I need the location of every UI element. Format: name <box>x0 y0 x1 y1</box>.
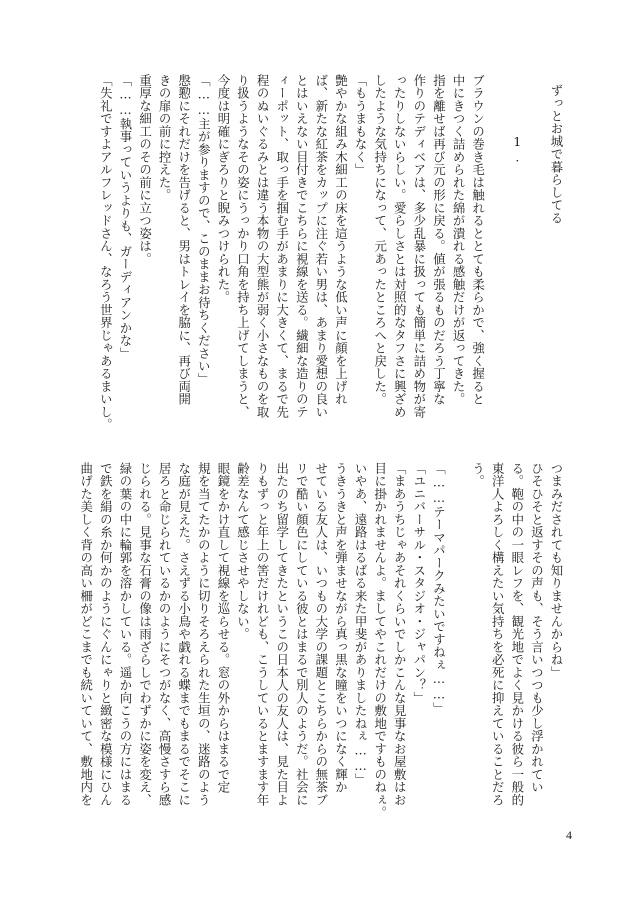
text-line: な庭が見えた。さえずる小鳥や戯れる蝶までもまるでそこに <box>176 462 192 807</box>
chapter-heading: 1. <box>509 134 525 165</box>
text-line: 齢差なんて感じさせやしない。 <box>235 462 251 641</box>
text-line: 「まあうちじゃあそれくらいでしかこんな見事なお屋敷はお <box>392 462 408 807</box>
text-line: 重厚な細工のその前に立つ姿は。 <box>137 74 153 266</box>
page-number: 4 <box>566 828 572 842</box>
text-line: ば、新たな紅茶をカップに注ぐ若い男は、あまり愛想の良い <box>313 74 329 419</box>
text-line: 東洋人よろしく構えたい気持ちを必死に抑えていることだろ <box>490 462 506 807</box>
text-line: うきうきと声を弾ませながら真っ黒な瞳をいつになく輝か <box>333 462 349 794</box>
blank-column <box>527 74 547 444</box>
text-line: 規を当てたかのように切りそろえられた生垣の、迷路のよう <box>196 462 212 807</box>
text-line: 出たのち留学してきたというこの日本人の友人は、見た目よ <box>274 462 290 807</box>
text-line: う。 <box>470 462 486 488</box>
text-line: る。鞄の中の一眼レフを、観光地でよく見かける彼ら一般的 <box>509 462 525 807</box>
text-line: つまみだされても知りませんからね」 <box>549 462 564 679</box>
text-line: ィーポット、取っ手を掴む手があまりに大きくて、まるで先 <box>274 74 290 419</box>
text-line: 慇懃にそれだけを告げると、男はトレイを脇に、再び両開 <box>176 74 192 406</box>
text-line: 艶やかな組み木細工の床を這うような低い声に顔を上げれ <box>333 74 349 406</box>
document-title: ずっとお城で暮らしてる <box>549 84 564 225</box>
text-line: で鉄を絹の糸か何かのようにぐんにゃりと緻密な模様にひん <box>98 462 114 807</box>
text-line: いやあ、遠路はるばる来た甲斐がありましたねぇ……」 <box>353 462 369 786</box>
text-line: 今度は明確にぎろりと睨みつけられた。 <box>215 74 231 304</box>
text-line: 「もうまもなく」 <box>353 74 369 176</box>
upper-text-block <box>96 74 566 444</box>
text-line: ブラウンの巻き毛は触れるととても柔らかで、強く握ると <box>470 74 486 406</box>
text-line: 曲げた美しく背の高い柵がどこまでも続いていて、敷地内を <box>78 462 94 807</box>
text-line: リで酷い顔色にしている彼とはまるで別人のようだ。社会に <box>294 462 310 807</box>
text-line: 緑の葉の中に輪郭を溶かしている。遥か向こうの方にはまる <box>117 462 133 807</box>
text-line: ったりしないらしい。愛らしさとは対照的なタフさに興ざめ <box>392 74 408 419</box>
text-line: 「……執事っていうよりも、ガーディアンかな」 <box>117 74 133 360</box>
text-line: 程のぬいぐるみとは違う本物の大型熊が弱く小さなものを取 <box>255 74 271 419</box>
text-line: きの扉の前に控えた。 <box>157 74 173 202</box>
text-line: りもずっと年上の筈だけれども、こうしているとますます年 <box>255 462 271 807</box>
blank-column <box>488 74 508 444</box>
text-line: 指を離せば再び元の形に戻る。値が張るものだろう丁寧な <box>431 74 447 406</box>
text-line: 「……テーマパークみたいですねぇ……」 <box>431 462 447 715</box>
text-line: 眼鏡をかけ直して視線を巡らせる。窓の外からはまるで定 <box>215 462 231 794</box>
text-line: 中にきつく詰められた綿が潰れる感触だけが返ってきた。 <box>451 74 467 406</box>
text-line: ひそひそと返すその声も、そう言いつつも少し浮かれてい <box>529 462 545 794</box>
text-line: せている友人は、いつもの大学の課題とこちらからの無茶ブ <box>313 462 329 807</box>
text-line: 「ユニバーサル・スタジオ・ジャパン？」 <box>411 462 427 705</box>
blank-column <box>448 462 468 836</box>
text-line: とはいえない目付きでこちらに視線を送る。繊細な造りのテ <box>294 74 310 419</box>
lower-text-block <box>76 462 566 836</box>
text-line: 目に掛かれませんよ。ましてやこれだけの敷地ですものねぇ。 <box>372 462 388 819</box>
text-line: り扱うようなその姿にうっかり口角を持ち上げてしまうと、 <box>235 74 251 419</box>
text-line: じられる。見事な石膏の像は雨ざらしでわずかに姿を変え、 <box>137 462 153 807</box>
text-line: 作りのテディベアは、多少乱暴に扱っても簡単に詰め物が寄 <box>411 74 427 419</box>
text-line: 「失礼ですよアルフレッドさん、なろう世界じゃあるまいし。 <box>98 74 114 431</box>
text-line: したような気持ちになって、元あったところへと戻した。 <box>372 74 388 406</box>
text-line: 居ろと命じられているかのようにそつがなく、高慢さすら感 <box>157 462 173 807</box>
text-line: 「……主が参りますので、このままお待ちください」 <box>196 74 212 386</box>
